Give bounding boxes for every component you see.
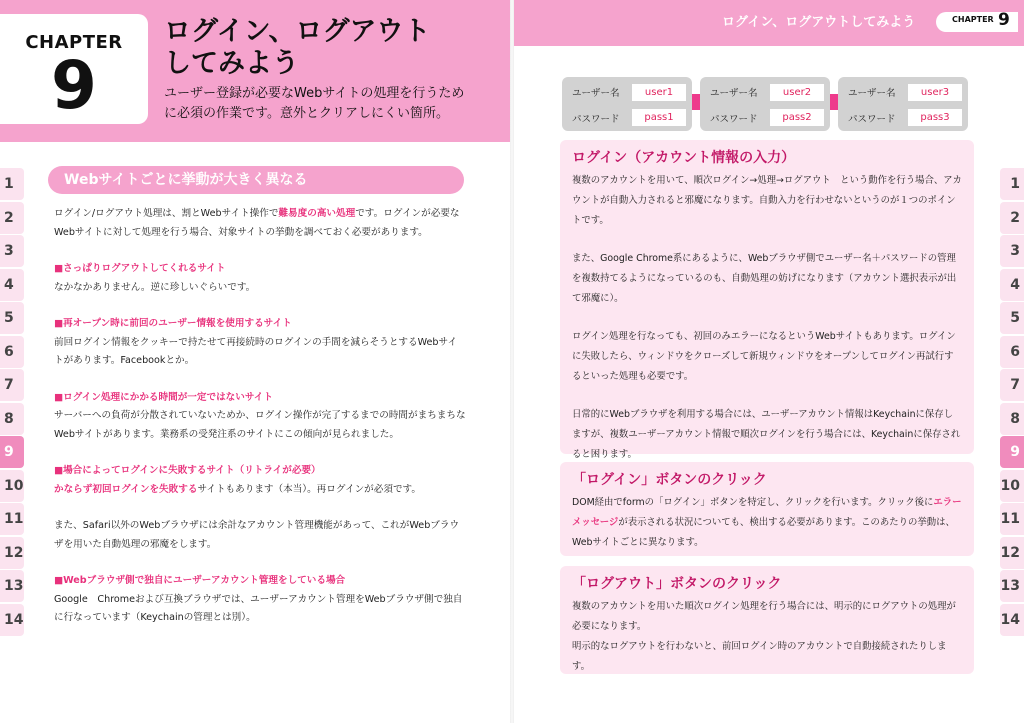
chapter-word: CHAPTER	[25, 32, 123, 53]
tab-chapter-10[interactable]: 10	[0, 470, 24, 502]
chapter-badge	[0, 14, 148, 124]
bullet-text-4	[54, 481, 466, 500]
login-box-p3: ログイン処理を行なっても、初回のみエラーになるというWebサイトもあります。ログインに失敗したら、ウィンドウをクローズして新規ウィンドウをオープンしてログイン再試行するといった処理も必要です。	[572, 331, 956, 382]
bullet-heading-2: ■再オープン時に前回のユーザー情報を使用するサイト	[54, 318, 292, 329]
chapter-tabs-left	[0, 168, 24, 637]
tab-chapter-3[interactable]: 3	[0, 235, 24, 267]
intro-highlight: 難易度の高い処理	[278, 208, 356, 219]
username-label: ユーザー名	[572, 88, 620, 99]
chapter-subtitle-line2: に必須の作業です。意外とクリアしにくい箇所。	[164, 106, 449, 121]
tab-chapter-7[interactable]: 7	[0, 369, 24, 401]
chapter-header	[0, 0, 510, 142]
logout-button-box	[560, 566, 974, 674]
book-gutter	[510, 0, 514, 723]
password-label: パスワード	[710, 114, 758, 125]
logout-box-p1: 複数のアカウントを用いた順次ログイン処理を行う場合には、明示的にログアウトの処理が必要になります。	[572, 601, 956, 632]
tab-chapter-7[interactable]: 7	[1000, 369, 1024, 401]
section-heading: Webサイトごとに挙動が大きく異なる	[48, 166, 464, 194]
running-chapter-number: 9	[998, 10, 1010, 30]
left-body-text	[54, 205, 466, 628]
tab-chapter-10[interactable]: 10	[1000, 470, 1024, 502]
bullet-heading-6: ■Webブラウザ側で独自にユーザーアカウント管理をしている場合	[54, 575, 346, 586]
chapter-title-line1: ログイン、ログアウト	[164, 16, 431, 47]
tab-chapter-9-active[interactable]: 9	[1000, 436, 1024, 468]
bullet-heading-1: ■さっぱりログアウトしてくれるサイト	[54, 263, 226, 274]
tab-chapter-2[interactable]: 2	[1000, 202, 1024, 234]
password-label: パスワード	[848, 114, 896, 125]
tab-chapter-5[interactable]: 5	[1000, 302, 1024, 334]
chapter-number: 9	[51, 47, 97, 124]
username-label: ユーザー名	[710, 88, 758, 99]
bullet-4-highlight: かならず初回ログインを失敗する	[54, 483, 198, 495]
tab-chapter-3[interactable]: 3	[1000, 235, 1024, 267]
tab-chapter-6[interactable]: 6	[0, 336, 24, 368]
tab-chapter-13[interactable]: 13	[0, 570, 24, 602]
running-chapter-word: CHAPTER	[952, 15, 994, 24]
tab-chapter-1[interactable]: 1	[0, 168, 24, 200]
password-value: pass1	[632, 109, 686, 126]
bullet-text-1: なかなかありません。逆に珍しいぐらいです。	[54, 281, 256, 293]
chapter-subtitle-line1: ユーザー登録が必要なWebサイトの処理を行うため	[164, 86, 465, 101]
password-value: pass3	[908, 109, 962, 126]
intro-text-a: ログイン/ログアウト処理は、割とWebサイト操作で	[54, 208, 279, 219]
login-box-p2: また、Google Chrome系にあるように、Webブラウザ側でユーザー名＋パスワードの管理を複数持てるようになっているのも、自動処理の妨げになります（アカウント選択表示が出て邪魔に）。	[572, 253, 957, 304]
bullet-text-2: 前回ログイン情報をクッキーで持たせて再接続時のログインの手間を減らそうとするWebサイトがあります。Facebookとか。	[54, 336, 458, 366]
credential-card-3	[838, 77, 968, 131]
login-box-p4: 日常的にWebブラウザを利用する場合には、ユーザーアカウント情報はKeychainに保存しますが、複数ユーザーアカウント情報で順次ログインを行う場合には、Keychainに保存されると困ります。	[572, 409, 961, 460]
tab-chapter-12[interactable]: 12	[0, 537, 24, 569]
logout-button-box-title: 「ログアウト」ボタンのクリック	[572, 576, 782, 592]
password-value: pass2	[770, 109, 824, 126]
chapter-tabs-right	[1000, 168, 1024, 637]
bullet-text-6: Google Chromeおよび互換ブラウザでは、ユーザーアカウント管理をWebブラウザ側で独自に行なっています（Keychainの管理とは別）。	[54, 593, 463, 623]
login-box-title: ログイン（アカウント情報の入力）	[572, 150, 796, 166]
bullet-heading-4: ■場合によってログインに失敗するサイト（リトライが必要）	[54, 465, 321, 476]
username-value: user1	[632, 84, 686, 101]
tab-chapter-1[interactable]: 1	[1000, 168, 1024, 200]
credential-card-1	[562, 77, 692, 131]
username-label: ユーザー名	[848, 88, 896, 99]
login-box-p1: 複数のアカウントを用いて、順次ログイン→処理→ログアウト という動作を行う場合、アカウントが自動入力されると邪魔になります。自動入力を行わせないというのが１つのポイントです。	[572, 175, 962, 226]
bullet-4-text: サイトもあります（本当）。再ログインが必須です。	[197, 483, 421, 495]
tab-chapter-11[interactable]: 11	[0, 503, 24, 535]
logout-box-p2: 明示的なログアウトを行わないと、前回ログイン時のアカウントで自動接続されたりします。	[572, 641, 947, 672]
login-info-box	[560, 140, 974, 460]
tab-chapter-9-active[interactable]: 9	[0, 436, 24, 468]
tab-chapter-8[interactable]: 8	[0, 403, 24, 435]
credential-card-2	[700, 77, 830, 131]
chapter-title-line2: してみよう	[164, 48, 299, 79]
tab-chapter-13[interactable]: 13	[1000, 570, 1024, 602]
tab-chapter-4[interactable]: 4	[1000, 269, 1024, 301]
username-value: user3	[908, 84, 962, 101]
login-button-text-b: が表示される状況についても、検出する必要があります。このあたりの挙動は、Webサイトごとに異なります。	[572, 517, 955, 548]
login-button-box-title: 「ログイン」ボタンのクリック	[572, 472, 767, 488]
username-value: user2	[770, 84, 824, 101]
error-message-highlight: エラーメッセージ	[572, 497, 962, 528]
tab-chapter-2[interactable]: 2	[0, 202, 24, 234]
tab-chapter-14[interactable]: 14	[1000, 604, 1024, 636]
login-button-box	[560, 462, 974, 556]
tab-chapter-5[interactable]: 5	[0, 302, 24, 334]
chapter-subtitle	[164, 84, 504, 124]
login-button-box-text	[572, 493, 962, 553]
tab-chapter-4[interactable]: 4	[0, 269, 24, 301]
tab-chapter-6[interactable]: 6	[1000, 336, 1024, 368]
tab-chapter-8[interactable]: 8	[1000, 403, 1024, 435]
bullet-text-3: サーバーへの負荷が分散されていないためか、ログイン操作が完了するまでの時間がまちまちなWebサイトがあります。業務系の受発注系のサイトにこの傾向が見られました。	[54, 410, 466, 440]
password-label: パスワード	[572, 114, 620, 125]
tab-chapter-11[interactable]: 11	[1000, 503, 1024, 535]
tab-chapter-14[interactable]: 14	[0, 604, 24, 636]
intro-paragraph	[54, 205, 466, 242]
safari-note: また、Safari以外のWebブラウザには余計なアカウント管理機能があって、これがWebブラウザを用いた自動処理の邪魔をします。	[54, 520, 460, 550]
tab-chapter-12[interactable]: 12	[1000, 537, 1024, 569]
running-title: ログイン、ログアウトしてみよう	[722, 15, 916, 30]
intro-text-b: です。ログインが必要なWebサイトに対して処理を行う場合、対象サイトの挙動を調べておく必要があります。	[54, 208, 460, 238]
login-button-text-a: DOM経由でformの「ログイン」ボタンを特定し、クリックを行います。クリック後に	[572, 497, 934, 508]
bullet-heading-3: ■ログイン処理にかかる時間が一定ではないサイト	[54, 391, 273, 403]
chapter-title	[164, 16, 494, 80]
